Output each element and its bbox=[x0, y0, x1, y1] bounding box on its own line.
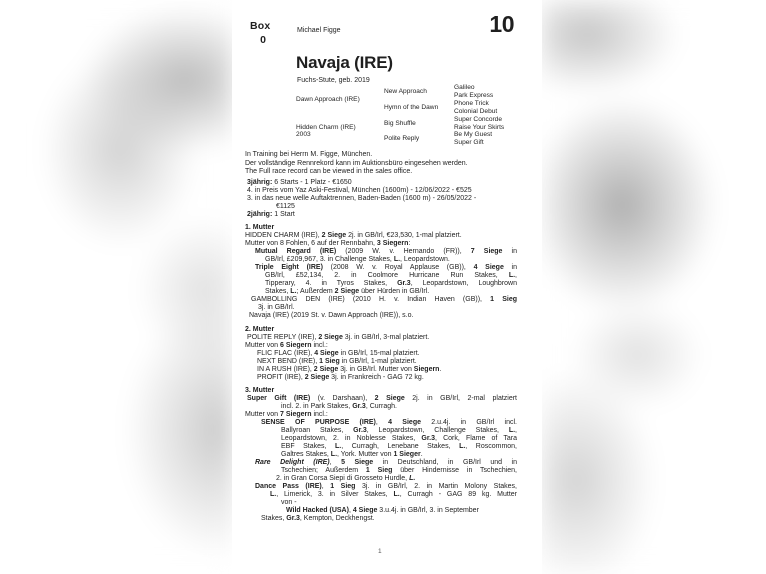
text-segment: 2. in Gran Corsa Siepi di Grosseto Hurdle, bbox=[276, 475, 410, 482]
pedigree-name-line: 2003 bbox=[296, 131, 311, 139]
text-segment: 2 Siege bbox=[334, 288, 360, 295]
text-segment: , Limerick, 3. in Silver Stakes, bbox=[276, 491, 394, 498]
blurred-background-left bbox=[0, 0, 233, 574]
text-segment: , Leopardstown, Challenge Stakes, bbox=[366, 427, 509, 434]
text-segment: GB/Irl, £52,134, 2. in Coolmore Hurricane Run Stakes, bbox=[265, 272, 509, 279]
text-segment: Mutual Regard (IRE) bbox=[255, 248, 337, 255]
text-segment: L. bbox=[393, 256, 401, 263]
text-segment: POLITE REPLY (IRE), bbox=[247, 333, 319, 341]
text-segment: Dance Pass (IRE) bbox=[255, 483, 322, 490]
text-line bbox=[245, 451, 517, 459]
text-segment: L. bbox=[409, 475, 416, 482]
text-segment: 3j. in GB/Irl, 2. in Martin Molony Stakes, bbox=[355, 483, 517, 490]
text-segment: in Deutschland, in GB/Irl und in bbox=[373, 459, 517, 466]
text-segment: 6 Siegern bbox=[280, 341, 312, 349]
lot-number: 10 bbox=[489, 11, 514, 37]
text-segment: 2jährig: bbox=[247, 210, 273, 218]
text-segment: , bbox=[515, 427, 517, 434]
text-segment: The Full race record can be viewed in the sales office. bbox=[245, 168, 413, 175]
text-segment: 2j. in GB/Irl, 2-mal platziert bbox=[404, 395, 518, 402]
text-line bbox=[245, 427, 517, 435]
text-segment: L. bbox=[459, 443, 466, 450]
text-segment: 1 Sieg bbox=[319, 357, 340, 365]
text-line bbox=[245, 264, 517, 272]
pedigree-parent bbox=[296, 116, 384, 148]
text-segment: PROFIT (IRE), bbox=[257, 373, 305, 381]
text-segment: von - bbox=[281, 499, 297, 506]
text-line bbox=[245, 304, 517, 312]
text-segment: Tschechien; Außerdem bbox=[281, 467, 366, 474]
pedigree-grandparent: New Approach bbox=[384, 88, 427, 96]
text-line bbox=[245, 443, 517, 451]
text-segment: L. bbox=[393, 491, 400, 498]
text-line bbox=[245, 248, 517, 256]
text-line bbox=[245, 507, 517, 515]
text-line bbox=[245, 350, 517, 358]
text-segment: 3 Siegern bbox=[376, 240, 409, 247]
text-line bbox=[245, 195, 517, 203]
text-segment: 6 Starts - 1 Platz - €1650 bbox=[272, 178, 352, 186]
text-line bbox=[245, 280, 517, 288]
text-segment: Der vollständige Rennrekord kann im Auktionsbüro eingesehen werden. bbox=[245, 160, 468, 167]
text-segment: . bbox=[420, 451, 423, 458]
pedigree-great-grandparent: Colonial Debut bbox=[454, 107, 498, 115]
text-line bbox=[245, 296, 517, 304]
horse-name: Navaja (IRE) bbox=[296, 53, 393, 72]
text-line bbox=[245, 187, 517, 195]
text-segment: 1 Start bbox=[272, 210, 295, 218]
text-segment: , Curragh - GAG 89 kg. Mutter bbox=[399, 491, 517, 498]
text-line bbox=[245, 459, 517, 467]
text-segment: Siegern bbox=[413, 365, 440, 373]
text-line bbox=[245, 491, 517, 499]
text-segment: 1 Sieg bbox=[330, 483, 356, 490]
pedigree-parent bbox=[296, 84, 384, 116]
text-segment: Stakes, bbox=[265, 288, 291, 295]
text-segment: €1125 bbox=[276, 202, 295, 210]
text-segment: 2 Siege bbox=[321, 232, 347, 239]
pedigree-name-line: Dawn Approach (IRE) bbox=[296, 95, 360, 103]
text-segment: 2 Siege bbox=[304, 373, 330, 381]
blurred-background-right bbox=[542, 0, 766, 574]
text-segment: Ballyroan Stakes, bbox=[281, 427, 354, 434]
page-number: 1 bbox=[378, 548, 382, 555]
text-segment: 1. Mutter bbox=[245, 224, 275, 231]
text-segment: Tipperary, 4. in Tyros Stakes, bbox=[265, 280, 398, 287]
text-line bbox=[245, 232, 517, 240]
text-segment: 3.u.4j. in GB/Irl, 3. in September bbox=[377, 507, 479, 514]
text-segment: 4 Siege bbox=[352, 507, 378, 514]
text-segment: 4 Siege bbox=[388, 419, 421, 426]
text-segment: NEXT BEND (IRE), bbox=[257, 357, 320, 365]
text-segment: 2j. in GB/Irl, €23,530, 1-mal platziert. bbox=[346, 232, 462, 239]
text-segment: : bbox=[408, 240, 411, 247]
text-segment: Navaja (IRE) (2019 St. v. Dawn Approach (IRE)), s.o. bbox=[249, 312, 414, 319]
pedigree-grandparent: Polite Reply bbox=[384, 135, 420, 143]
text-segment: über Hürden in GB/Irl. bbox=[359, 288, 430, 295]
text-line bbox=[245, 515, 517, 523]
pedigree-great-grandparent: Galileo bbox=[454, 84, 475, 92]
pedigree-great-grandparent: Phone Trick bbox=[454, 99, 489, 107]
text-line bbox=[245, 475, 517, 483]
text-line bbox=[245, 240, 517, 248]
text-segment: L. bbox=[330, 451, 338, 458]
text-segment: (2008 W. v. Royal Applause (GB)), bbox=[322, 264, 474, 271]
text-segment: , Curragh. bbox=[365, 403, 397, 410]
text-line bbox=[245, 387, 517, 395]
text-segment: 3. Mutter bbox=[245, 387, 275, 394]
text-segment: 7 Siege bbox=[470, 248, 503, 255]
text-segment: , bbox=[375, 419, 389, 426]
text-segment: 4. in Preis vom Yaz Aski-Festival, München (1600m) - 12/06/2022 - €525 bbox=[247, 186, 472, 194]
box-label: Box bbox=[250, 20, 271, 32]
text-segment: Rare Delight (IRE) bbox=[255, 459, 330, 466]
text-segment: . bbox=[439, 365, 442, 373]
text-segment: Mutter von bbox=[245, 411, 281, 418]
pedigree-grandparent: Big Shuffle bbox=[384, 119, 416, 127]
text-segment: Triple Eight (IRE) bbox=[255, 264, 323, 271]
text-segment: incl.: bbox=[311, 341, 328, 349]
text-line bbox=[245, 179, 517, 187]
text-segment: über Hindernisse in Tschechien, bbox=[392, 467, 518, 474]
text-line bbox=[245, 358, 517, 366]
consignor-name: Michael Figge bbox=[297, 27, 341, 34]
text-line bbox=[245, 160, 517, 168]
text-segment: 5 Siege bbox=[341, 459, 374, 466]
text-segment: 4 Siege bbox=[314, 349, 339, 357]
text-line bbox=[245, 483, 517, 491]
text-line bbox=[245, 168, 517, 176]
text-segment: ; Außerdem bbox=[296, 288, 335, 295]
text-segment: EBF Stakes, bbox=[281, 443, 336, 450]
text-segment: Gr.3 bbox=[353, 427, 367, 434]
training-note: In Training bei Herrn M. Figge, München. bbox=[245, 151, 373, 158]
text-segment: in GB/Irl, 1-mal platziert. bbox=[339, 357, 417, 365]
text-segment: L. bbox=[270, 491, 277, 498]
text-segment: 2 Siege bbox=[313, 365, 339, 373]
text-line bbox=[245, 312, 517, 320]
text-line bbox=[245, 467, 517, 475]
text-segment: Stakes, bbox=[261, 515, 287, 522]
text-segment: in bbox=[502, 248, 517, 255]
pedigree-grandparent: Hymn of the Dawn bbox=[384, 103, 439, 111]
text-segment: Gr.3 bbox=[352, 403, 366, 410]
text-segment: HIDDEN CHARM (IRE), bbox=[245, 232, 322, 239]
text-line bbox=[245, 342, 517, 350]
text-segment: L. bbox=[335, 443, 342, 450]
text-line bbox=[245, 419, 517, 427]
text-segment: SENSE OF PURPOSE (IRE) bbox=[261, 419, 376, 426]
text-segment: 2. Mutter bbox=[245, 325, 275, 333]
text-line bbox=[245, 366, 517, 374]
text-segment: , bbox=[321, 483, 331, 490]
text-line bbox=[245, 435, 517, 443]
pedigree-great-grandparent: Super Gift bbox=[454, 139, 484, 147]
pedigree-table bbox=[296, 84, 530, 147]
pedigree-great-grandparent: Be My Guest bbox=[454, 131, 493, 139]
text-segment: L. bbox=[290, 288, 297, 295]
pedigree-name-line: Hidden Charm (IRE) bbox=[296, 123, 356, 131]
text-segment: , Kempton, Deckhengst. bbox=[299, 515, 375, 522]
text-segment: Mutter von bbox=[245, 341, 281, 349]
text-line bbox=[245, 334, 517, 342]
text-segment: , bbox=[348, 507, 353, 514]
text-line bbox=[245, 374, 517, 382]
text-segment: 3j. in GB/Irl. bbox=[258, 304, 295, 311]
text-segment: , Roscommon, bbox=[465, 443, 518, 450]
horse-description: Fuchs-Stute, geb. 2019 bbox=[297, 77, 370, 84]
text-segment: Gr.3 bbox=[397, 280, 411, 287]
text-line bbox=[245, 203, 517, 211]
text-segment: , Curragh, Lenebane Stakes, bbox=[341, 443, 460, 450]
text-line bbox=[245, 256, 517, 264]
pedigree-great-grandparent: Super Concorde bbox=[454, 115, 503, 123]
text-segment: Mutter von 8 Fohlen, 6 auf der Rennbahn, bbox=[245, 240, 377, 247]
text-segment: 1 Sieger bbox=[393, 451, 421, 458]
text-segment: 2 Siege bbox=[318, 333, 343, 341]
text-segment: GB/Irl, £209,967, 3. in Challenge Stakes, bbox=[265, 256, 394, 263]
text-line bbox=[245, 272, 517, 280]
text-segment: 3j. in GB/Irl. Mutter von bbox=[338, 365, 414, 373]
text-segment: 1 Sieg bbox=[490, 296, 518, 303]
text-segment: in GB/Irl, 15-mal platziert. bbox=[338, 349, 420, 357]
box-number: 0 bbox=[260, 34, 266, 46]
text-segment: 1 Sieg bbox=[365, 467, 393, 474]
text-segment: FLIC FLAC (IRE), bbox=[257, 349, 315, 357]
text-segment: , York. Mutter von bbox=[337, 451, 394, 458]
text-segment: Galtres Stakes, bbox=[281, 451, 331, 458]
text-segment: , bbox=[329, 459, 342, 466]
text-line bbox=[245, 211, 517, 219]
text-line bbox=[245, 395, 517, 403]
text-segment: L. bbox=[508, 272, 516, 279]
text-segment: Gr.3 bbox=[286, 515, 300, 522]
text-segment: 4 Siege bbox=[473, 264, 504, 271]
text-segment: 3. in das neue welle Auftaktrennen, Baden-Baden (1600 m) - 26/05/2022 - bbox=[247, 194, 477, 202]
pedigree-details bbox=[245, 160, 517, 523]
text-segment: IN A RUSH (IRE), bbox=[257, 365, 314, 373]
text-segment: 3jährig: bbox=[247, 178, 273, 186]
text-segment: (v. Darshaan), bbox=[310, 395, 375, 402]
text-segment: 3j. in GB/Irl, 3-mal platziert. bbox=[342, 333, 430, 341]
text-segment: Wild Hacked (USA) bbox=[286, 507, 349, 514]
text-line bbox=[245, 499, 517, 507]
text-segment: , Leopardstown, Loughbrown bbox=[410, 280, 517, 287]
text-segment: 2.u.4j. in GB/Irl incl. bbox=[420, 419, 517, 426]
text-segment: in bbox=[503, 264, 518, 271]
text-segment: 2 Siege bbox=[374, 395, 405, 402]
catalog-page bbox=[232, 0, 542, 574]
text-segment: (2009 W. v. Hernando (FR)), bbox=[336, 248, 471, 255]
text-segment: , Cork, Flame of Tara bbox=[435, 435, 517, 442]
text-line bbox=[245, 224, 517, 232]
text-segment: Super Gift (IRE) bbox=[247, 395, 311, 402]
text-line bbox=[245, 326, 517, 334]
text-line bbox=[245, 288, 517, 296]
text-segment: incl.: bbox=[311, 411, 328, 418]
text-segment: incl. 2. in Park Stakes, bbox=[281, 403, 353, 410]
text-line bbox=[245, 403, 517, 411]
text-segment: Leopardstown, 2. in Noblesse Stakes, bbox=[281, 435, 422, 442]
text-segment: Gr.3 bbox=[421, 435, 436, 442]
pedigree-great-grandparent: Raise Your Skirts bbox=[454, 123, 505, 131]
text-segment: GAMBOLLING DEN (IRE) (2010 H. v. Indian Haven (GB)), bbox=[251, 296, 491, 303]
text-segment: , bbox=[515, 272, 517, 279]
text-line bbox=[245, 411, 517, 419]
pedigree-great-grandparent: Park Express bbox=[454, 91, 494, 99]
text-segment: 7 Siegern bbox=[280, 411, 312, 418]
text-segment: 3j. in Frankreich - GAG 72 kg. bbox=[329, 373, 424, 381]
text-segment: , Leopardstown. bbox=[400, 256, 450, 263]
text-segment: L. bbox=[508, 427, 516, 434]
